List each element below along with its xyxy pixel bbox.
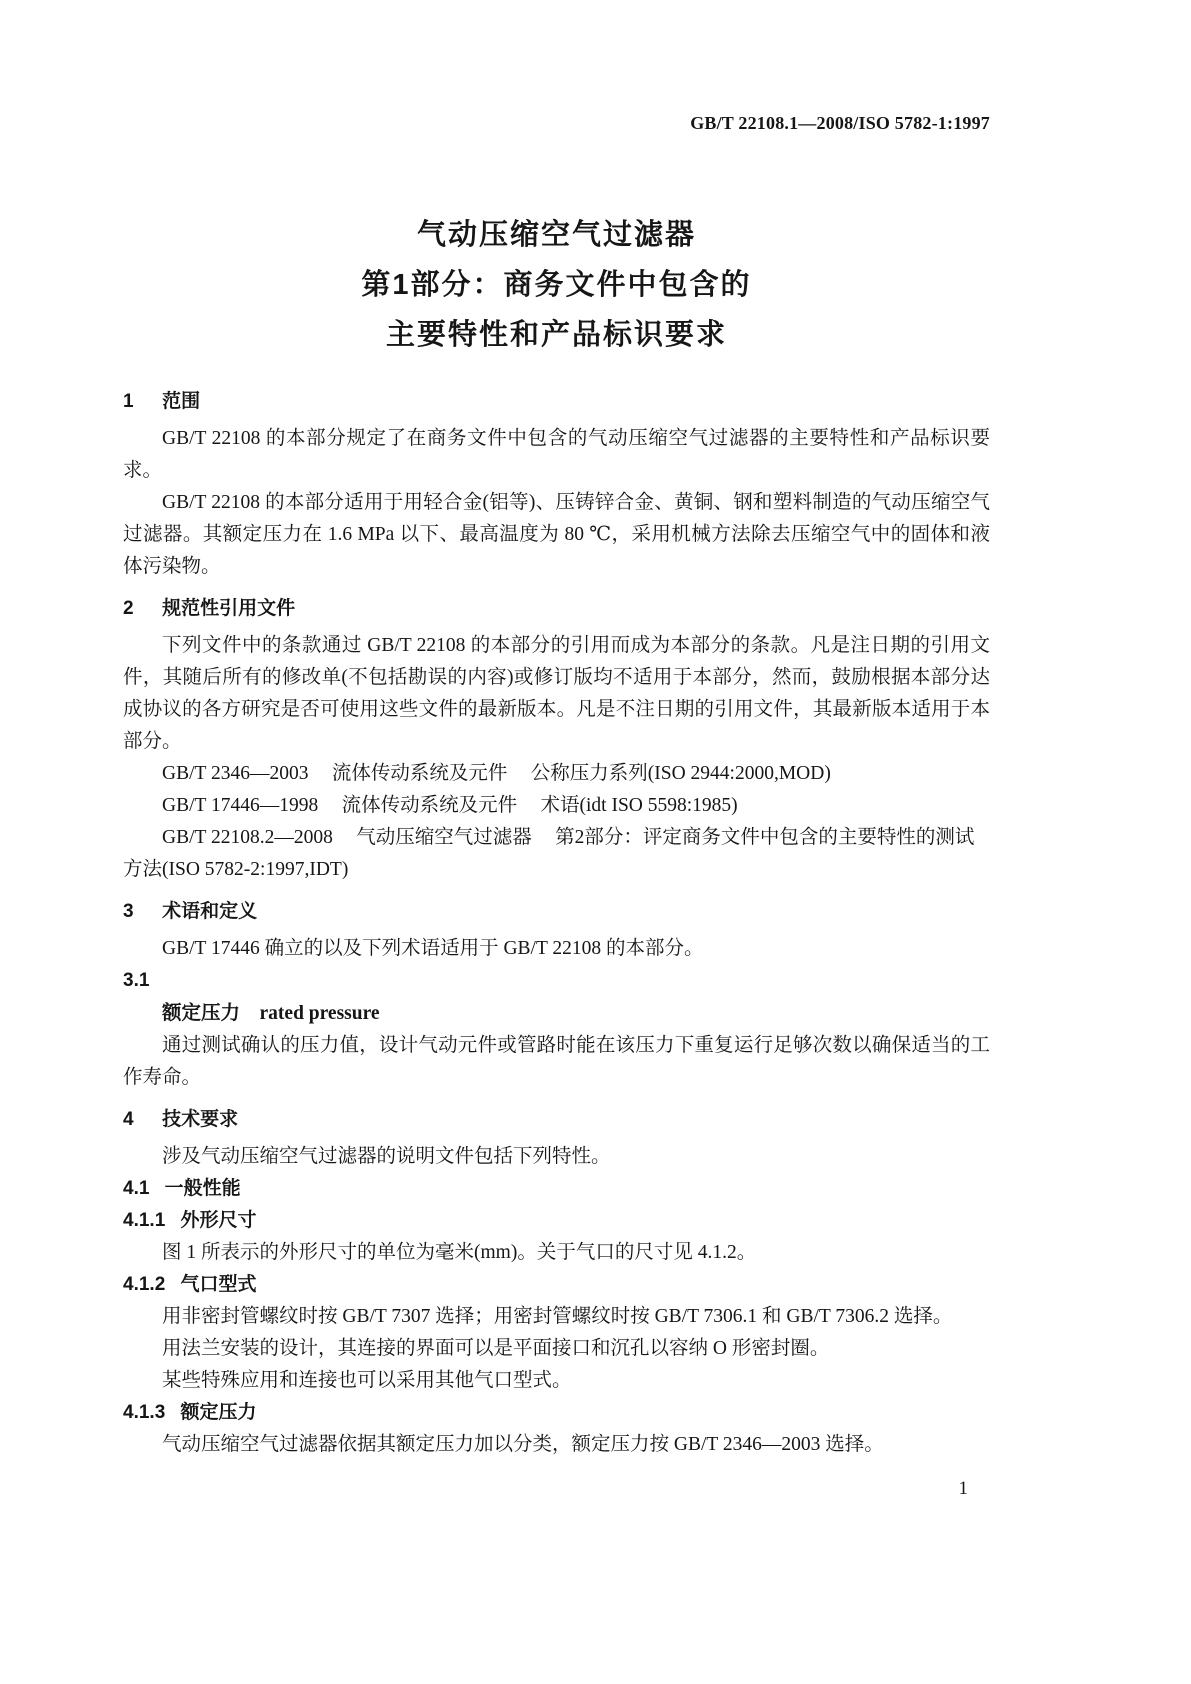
subsection-4-1-1-title: 外形尺寸 xyxy=(180,1210,257,1231)
paragraph: 某些特殊应用和连接也可以采用其他气口型式。 xyxy=(162,1370,572,1391)
term-english: rated pressure xyxy=(259,1003,380,1024)
paragraph: GB/T 22108 的本部分适用于用轻合金(铝等)、压铸锌合金、黄铜、钢和塑料制造的气动压缩空气过滤器。其额定压力在 1.6 MPa 以下、最高温度为 80 ℃，采用机械方法除去压缩空气中的固体和液体污染物。 xyxy=(123,492,990,577)
title-line-2: 第1部分：商务文件中包含的 xyxy=(361,269,752,301)
normative-reference xyxy=(123,758,990,790)
subsection-4-1-2-number: 4.1.2 xyxy=(123,1274,166,1295)
section-3-heading xyxy=(123,896,990,928)
section-1-number: 1 xyxy=(123,391,134,412)
subsection-4-1-title: 一般性能 xyxy=(164,1178,241,1199)
term-heading xyxy=(123,997,990,1030)
reference-series: 流体传动系统及元件 xyxy=(341,795,518,816)
subsection-4-1-2-heading xyxy=(123,1269,990,1301)
section-3-title: 术语和定义 xyxy=(162,901,258,922)
reference-series: 气动压缩空气过滤器 xyxy=(356,827,532,848)
paragraph: 图 1 所表示的外形尺寸的单位为毫米(mm)。关于气口的尺寸见 4.1.2。 xyxy=(162,1242,757,1263)
paragraph: 涉及气动压缩空气过滤器的说明文件包括下列特性。 xyxy=(162,1146,611,1167)
paragraph: 用非密封管螺纹时按 GB/T 7307 选择；用密封管螺纹时按 GB/T 7306.1 和 GB/T 7306.2 选择。 xyxy=(162,1306,953,1327)
reference-title: 第2部分：评定商务文件中包含的主要特性的测试方法(ISO 5782-2:1997,IDT) xyxy=(123,827,975,880)
paragraph: GB/T 17446 确立的以及下列术语适用于 GB/T 22108 的本部分。 xyxy=(162,938,704,959)
section-4-heading xyxy=(123,1104,990,1136)
subsection-4-1-number: 4.1 xyxy=(123,1178,150,1199)
subsection-4-1-3-number: 4.1.3 xyxy=(123,1402,166,1423)
title-line-3: 主要特性和产品标识要求 xyxy=(385,319,727,351)
section-1-title: 范围 xyxy=(162,391,201,412)
subsection-4-1-3-title: 额定压力 xyxy=(180,1402,257,1423)
clause-3-1-number: 3.1 xyxy=(123,970,150,991)
term-definition: 通过测试确认的压力值，设计气动元件或管路时能在该压力下重复运行足够次数以确保适当的工作寿命。 xyxy=(123,1035,990,1088)
paragraph: 用法兰安装的设计，其连接的界面可以是平面接口和沉孔以容纳 O 形密封圈。 xyxy=(162,1338,830,1359)
reference-code: GB/T 17446—1998 xyxy=(162,795,319,816)
reference-title: 公称压力系列(ISO 2944:2000,MOD) xyxy=(530,763,831,784)
paragraph: GB/T 22108 的本部分规定了在商务文件中包含的气动压缩空气过滤器的主要特性和产品标识要求。 xyxy=(123,428,990,481)
section-2-heading xyxy=(123,593,990,625)
normative-reference xyxy=(123,790,990,822)
section-2-number: 2 xyxy=(123,598,134,619)
subsection-4-1-1-heading xyxy=(123,1205,990,1237)
section-2-title: 规范性引用文件 xyxy=(162,598,296,619)
reference-series: 流体传动系统及元件 xyxy=(331,763,508,784)
page-number: 1 xyxy=(958,1478,968,1499)
section-1-heading xyxy=(123,386,990,418)
paragraph: 下列文件中的条款通过 GB/T 22108 的本部分的引用而成为本部分的条款。凡是注日期的引用文件，其随后所有的修改单(不包括勘误的内容)或修订版均不适用于本部分，然而，鼓励根据本部分达成协议的各方研究是否可使用这些文件的最新版本。凡是不注日期的引用文件，其最新版本适用于本部分。 xyxy=(123,635,990,752)
page-content xyxy=(123,112,990,1461)
subsection-4-1-3-heading xyxy=(123,1397,990,1429)
reference-code: GB/T 22108.2—2008 xyxy=(162,827,333,848)
paragraph: 气动压缩空气过滤器依据其额定压力加以分类，额定压力按 GB/T 2346—2003 选择。 xyxy=(162,1434,884,1455)
document-title xyxy=(123,210,990,360)
reference-title: 术语(idt ISO 5598:1985) xyxy=(540,795,738,816)
section-4-number: 4 xyxy=(123,1109,134,1130)
reference-code: GB/T 2346—2003 xyxy=(162,763,309,784)
normative-reference xyxy=(123,822,990,886)
section-4-title: 技术要求 xyxy=(162,1109,239,1130)
section-3-number: 3 xyxy=(123,901,134,922)
subsection-4-1-heading xyxy=(123,1173,990,1205)
subsection-4-1-1-number: 4.1.1 xyxy=(123,1210,166,1231)
standard-reference-header: GB/T 22108.1—2008/ISO 5782-1:1997 xyxy=(690,113,990,133)
subsection-4-1-2-title: 气口型式 xyxy=(180,1274,257,1295)
term-chinese: 额定压力 xyxy=(162,1002,241,1024)
title-line-1: 气动压缩空气过滤器 xyxy=(416,219,696,251)
